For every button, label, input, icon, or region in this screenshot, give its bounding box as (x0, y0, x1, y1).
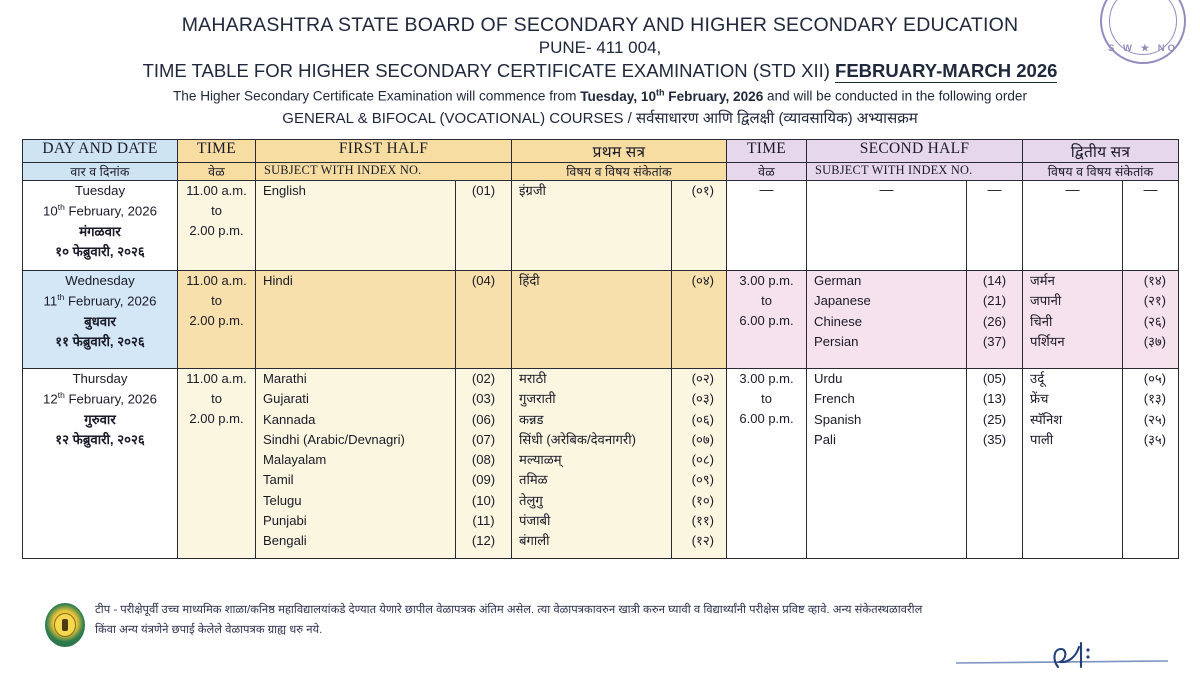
subject-entry: Sindhi (Arabic/Devnagri) (263, 431, 405, 447)
subject-entry: (११) (691, 512, 715, 528)
subject-entry: (01) (471, 183, 496, 198)
subject-entry: फ्रेंच (1030, 391, 1049, 407)
cell-second-half-subjects-mr (1023, 181, 1123, 271)
subject-entry: (09) (471, 472, 496, 488)
cell-first-half-index-mr (672, 181, 727, 271)
date-en: 11th February, 2026 (43, 292, 157, 309)
title-exam-period: FEBRUARY-MARCH 2026 (835, 60, 1058, 82)
time-line: 2.00 p.m. (189, 312, 244, 328)
subject-entry: (०५) (1143, 371, 1167, 386)
time-line: to (211, 292, 222, 308)
day-name-en: Tuesday (74, 183, 126, 198)
th-day-and-date: DAY AND DATE (23, 140, 178, 163)
subject-entry: (14) (982, 273, 1007, 288)
commencement-month: February, 2026 (664, 88, 764, 104)
subject-entry: (04) (471, 273, 496, 288)
stamp-text: S W ★ NO (1108, 43, 1178, 54)
empty-dash: — (987, 181, 1002, 197)
subject-entry: मराठी (519, 371, 547, 386)
cell-first-half-index-mr (672, 271, 727, 369)
day-name-en: Thursday (72, 371, 128, 386)
subject-entry: (03) (471, 391, 496, 407)
subject-entry: (26) (982, 313, 1007, 329)
subject-entry: उर्दू (1030, 371, 1045, 386)
subject-entry: Kannada (263, 411, 316, 427)
subject-entry: (०२) (691, 371, 715, 386)
subject-entry: (10) (471, 492, 496, 508)
cell-first-half-subjects-mr (512, 271, 672, 369)
th-second-half-en: SECOND HALF (807, 140, 1023, 163)
time-line: to (211, 390, 222, 406)
subject-entry: (३७) (1143, 333, 1167, 349)
date-en: 12th February, 2026 (43, 390, 157, 407)
note-line-2: किंवा अन्य यंत्रणेने छपाई केलेले वेळापत्रक ग्राह्य धरु नये. (95, 623, 323, 636)
subject-entry: German (814, 273, 862, 288)
commencement-note (0, 86, 1200, 107)
subject-entry: जर्मन (1030, 273, 1055, 288)
th-day-and-date-mr: वार व दिनांक (23, 163, 178, 181)
subject-entry: तमिळ (519, 472, 548, 488)
commencement-suffix: and will be conducted in the following order (763, 88, 1027, 104)
subject-entry: चिनी (1030, 313, 1053, 329)
subject-entry: (०३) (691, 391, 715, 407)
date-en: 10th February, 2026 (43, 202, 157, 219)
document-header (0, 0, 1200, 129)
date-mr: १२ फेब्रुवारी, २०२६ (55, 431, 145, 447)
cell-second-half-index-mr (1123, 181, 1179, 271)
time-line: 3.00 p.m. (739, 371, 794, 386)
cell-time-first-half (178, 181, 256, 271)
subject-entry: English (263, 183, 306, 198)
cell-first-half-index-mr (672, 369, 727, 559)
time-line: to (761, 390, 772, 406)
cell-second-half-subjects (807, 369, 967, 559)
subject-entry: Marathi (263, 371, 307, 386)
time-line: 2.00 p.m. (189, 222, 244, 238)
header-row-top (23, 140, 1179, 163)
subject-entry: (07) (471, 431, 496, 447)
subject-entry: Malayalam (263, 452, 327, 468)
date-mr: १० फेब्रुवारी, २०२६ (55, 243, 145, 259)
note-line-1: टीप - परीक्षेपूर्वी उच्च माध्यमिक शाळा/कनिष्ठ महाविद्यालयांकडे देण्यात येणारे छापील वेळापत्रक अंतिम असेल. त्या वेळापत्रकावरुन खात्री करुन घ्यावी व विद्यार्थ्यांनी परीक्षेस प्रविष्ट व्हावे. अन्य संकेतस्थळावरील (95, 604, 923, 616)
subject-entry: (२१) (1143, 293, 1167, 309)
subject-entry: कन्नड (519, 411, 544, 427)
subject-entry: (०१) (691, 183, 715, 198)
subject-entry: (०४) (691, 273, 715, 288)
subject-entry: (१३) (1143, 391, 1167, 407)
subject-entry: पाली (1030, 431, 1054, 447)
cell-first-half-subjects (256, 271, 456, 369)
subject-entry: Chinese (814, 313, 863, 329)
time-line: 11.00 a.m. (186, 183, 247, 198)
th-subject2-index-mr: विषय व विषय संकेतांक (1023, 163, 1179, 181)
cell-second-half-index (967, 271, 1023, 369)
cell-second-half-subjects-mr (1023, 271, 1123, 369)
page-title (0, 59, 1200, 83)
subject-entry: Hindi (263, 273, 293, 288)
course-scope: GENERAL & BIFOCAL (VOCATIONAL) COURSES / सर्वसाधारण आणि द्विलक्षी (व्यावसायिक) अभ्यासक्रम (282, 110, 918, 128)
subject-entry: Tamil (263, 472, 294, 488)
signature-icon (948, 637, 1178, 671)
th-first-half-mr: प्रथम सत्र (512, 140, 727, 163)
empty-dash: — (759, 181, 774, 197)
th-subject-index-en: SUBJECT WITH INDEX NO. (256, 163, 512, 181)
subject-entry: (०८) (691, 452, 715, 468)
subject-entry: पर्शियन (1030, 333, 1065, 349)
table-row (23, 181, 1179, 271)
authority-signature (948, 637, 1178, 671)
board-name: MAHARASHTRA STATE BOARD OF SECONDARY AND HIGHER SECONDARY EDUCATION (181, 14, 1019, 36)
cell-first-half-index (456, 181, 512, 271)
cell-first-half-subjects (256, 181, 456, 271)
subject-entry: Punjabi (263, 512, 307, 528)
cell-day-and-date (23, 271, 178, 369)
time-line: to (211, 202, 222, 218)
subject-entry: (37) (982, 333, 1007, 349)
day-name-mr: बुधवार (84, 313, 116, 329)
subject-entry: (02) (471, 371, 496, 386)
cell-second-half-index (967, 369, 1023, 559)
time-line: 6.00 p.m. (739, 410, 794, 426)
subject-entry: जपानी (1030, 293, 1062, 309)
subject-entry: Gujarati (263, 391, 309, 407)
note-text (95, 601, 922, 640)
subject-entry: हिंदी (519, 273, 540, 288)
subject-entry: Urdu (814, 371, 843, 386)
subject-entry: मल्याळम् (519, 452, 562, 468)
subject-entry: Pali (814, 431, 836, 447)
cell-time-first-half (178, 369, 256, 559)
empty-dash: — (1065, 181, 1080, 197)
subject-entry: Persian (814, 333, 859, 349)
subject-entry: (०६) (691, 411, 715, 427)
cell-first-half-subjects (256, 369, 456, 559)
commencement-ordinal: th (656, 87, 665, 98)
commencement-prefix: The Higher Secondary Certificate Examination will commence from (173, 88, 581, 104)
cell-day-and-date (23, 369, 178, 559)
empty-dash: — (879, 181, 894, 197)
timetable-container (22, 139, 1178, 559)
subject-entry: (06) (471, 411, 496, 427)
cell-second-half-subjects (807, 181, 967, 271)
commencement-day: Tuesday, 10 (580, 88, 657, 104)
time-line: 11.00 a.m. (186, 371, 247, 386)
cell-second-half-index-mr (1123, 271, 1179, 369)
th-second-half-mr: द्वितीय सत्र (1023, 140, 1179, 163)
th-time-second: TIME (727, 140, 807, 163)
timetable-body (23, 181, 1179, 559)
subject-entry: (05) (982, 371, 1007, 386)
subject-entry: (०७) (691, 431, 715, 447)
cell-time-second-half (727, 271, 807, 369)
cell-time-second-half (727, 369, 807, 559)
timetable (22, 139, 1179, 559)
subject-entry: (२६) (1143, 313, 1167, 329)
table-row (23, 369, 1179, 559)
board-emblem-icon (45, 603, 85, 647)
subject-entry: Telugu (263, 492, 302, 508)
day-name-mr: गुरुवार (84, 411, 116, 427)
cell-second-half-index-mr (1123, 369, 1179, 559)
date-mr: ११ फेब्रुवारी, २०२६ (55, 333, 145, 349)
subject-entry: इंग्रजी (519, 183, 546, 198)
subject-entry: Spanish (814, 411, 862, 427)
cell-first-half-subjects-mr (512, 369, 672, 559)
cell-day-and-date (23, 181, 178, 271)
subject-entry: (१२) (691, 533, 715, 549)
cell-time-first-half (178, 271, 256, 369)
subject-entry: (21) (982, 293, 1007, 309)
subject-entry: (11) (472, 512, 495, 528)
cell-first-half-index (456, 369, 512, 559)
subject-entry: स्पॅनिश (1030, 411, 1063, 427)
subject-entry: (२५) (1143, 411, 1167, 427)
subject-entry: गुजराती (519, 391, 556, 407)
cell-second-half-subjects (807, 271, 967, 369)
th-subject2-index-en: SUBJECT WITH INDEX NO. (807, 163, 1023, 181)
header-row-bottom (23, 163, 1179, 181)
time-line: 6.00 p.m. (739, 312, 794, 328)
subject-entry: (08) (471, 452, 496, 468)
empty-dash: — (1143, 181, 1158, 197)
subject-entry: (12) (471, 533, 496, 549)
subject-entry: बंगाली (519, 533, 550, 549)
subject-entry: (25) (982, 411, 1007, 427)
cell-second-half-index (967, 181, 1023, 271)
subject-entry: सिंधी (अरेबिक/देवनागरी) (519, 431, 636, 447)
subject-entry: (१०) (691, 492, 715, 508)
subject-entry: (13) (982, 391, 1007, 407)
time-line: 2.00 p.m. (189, 410, 244, 426)
subject-entry: Bengali (263, 533, 307, 549)
th-subject-index-mr: विषय व विषय संकेतांक (512, 163, 727, 181)
day-name-mr: मंगळवार (79, 223, 121, 239)
timetable-head (23, 140, 1179, 181)
subject-entry: (०९) (691, 472, 715, 488)
time-line: 3.00 p.m. (739, 273, 794, 288)
time-line: 11.00 a.m. (186, 273, 247, 288)
th-time-first: TIME (178, 140, 256, 163)
time-line: to (761, 292, 772, 308)
cell-second-half-subjects-mr (1023, 369, 1123, 559)
subject-entry: तेलुगु (519, 492, 543, 508)
title-plain: TIME TABLE FOR HIGHER SECONDARY CERTIFICATE EXAMINATION (STD XII) (142, 60, 836, 82)
subject-entry: French (814, 391, 855, 407)
subject-entry: (३५) (1143, 431, 1167, 447)
th-first-half-en: FIRST HALF (256, 140, 512, 163)
cell-first-half-subjects-mr (512, 181, 672, 271)
table-row (23, 271, 1179, 369)
cell-time-second-half (727, 181, 807, 271)
th-time-first-mr: वेळ (178, 163, 256, 181)
th-time-second-mr: वेळ (727, 163, 807, 181)
board-address: PUNE- 411 004, (538, 38, 662, 57)
day-name-en: Wednesday (65, 273, 135, 288)
subject-entry: पंजाबी (519, 512, 551, 528)
subject-entry: Japanese (814, 293, 871, 309)
subject-entry: (35) (982, 431, 1007, 447)
cell-first-half-index (456, 271, 512, 369)
subject-entry: (१४) (1143, 273, 1167, 288)
